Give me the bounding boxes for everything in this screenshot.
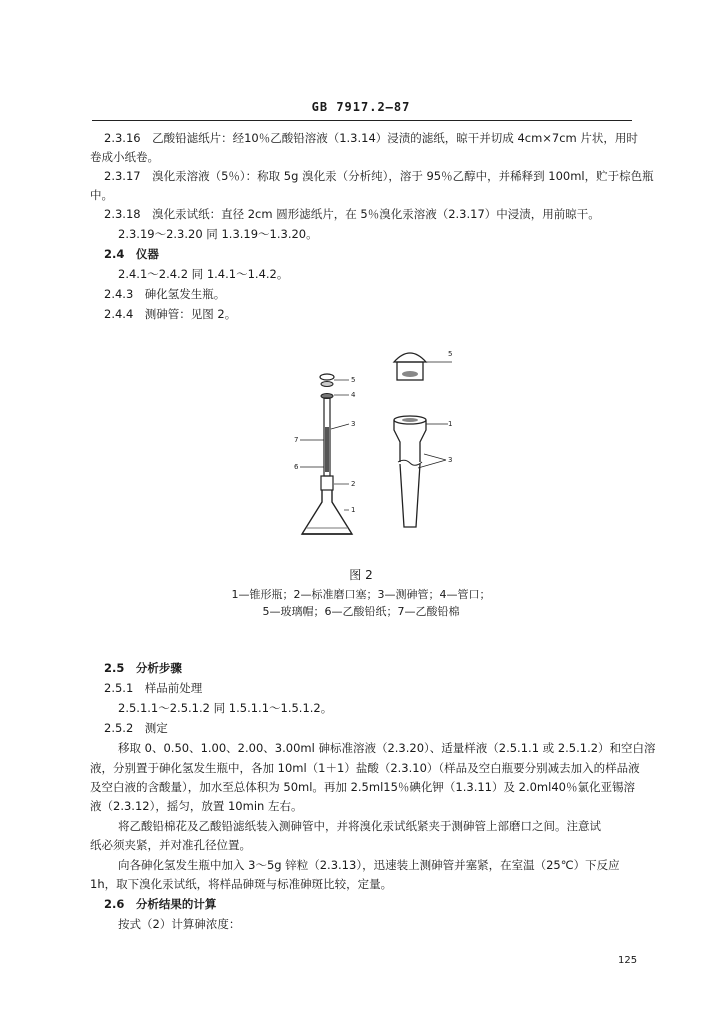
text-line: 2.3.18 溴化汞试纸：直径 2cm 圆形滤纸片，在 5％溴化汞溶液（2.3.17）中浸渍，用前晾干。 <box>104 207 600 221</box>
text-line: 2.5.1 样品前处理 <box>104 681 203 695</box>
tube-detail-figure <box>380 342 480 547</box>
figure-caption: 图 2 <box>349 568 373 582</box>
figure-label: 4 <box>351 391 356 399</box>
page-header: GB 7917.2—87 <box>311 100 411 114</box>
text-line: 及空白液的含酸量），加水至总体积为 50ml。再加 2.5ml15％碘化钾（1.3.11）及 2.0ml40％氯化亚锡溶 <box>90 780 635 794</box>
section-heading: 2.6 分析结果的计算 <box>104 897 217 911</box>
text-line: 向各砷化氢发生瓶中加入 3～5g 锌粒（2.3.13），迅速装上测砷管并塞紧，在室温（25℃）下反应 <box>118 858 620 872</box>
figure-label: 5 <box>351 376 356 384</box>
text-line: 2.3.16 乙酸铅滤纸片：经10％乙酸铅溶液（1.3.14）浸渍的滤纸，晾干并切成 4cm×7cm 片状，用时 <box>104 131 638 145</box>
page-number: 125 <box>618 955 638 966</box>
text-line: 液，分别置于砷化氢发生瓶中，各加 10ml（1＋1）盐酸（2.3.10）（样品及空白瓶要分别减去加入的样品液 <box>90 761 640 775</box>
figure-legend: 1—锥形瓶；2—标准磨口塞；3—测砷管；4—管口； <box>231 588 491 601</box>
text-line: 2.4.3 砷化氢发生瓶。 <box>104 287 226 301</box>
section-heading: 2.4 仪器 <box>104 247 159 261</box>
figure-legend: 5—玻璃帽；6—乙酸铅纸；7—乙酸铅棉 <box>262 605 460 618</box>
text-line: 纸必须夹紧，并对准孔径位置。 <box>90 838 251 852</box>
figure-label: 5 <box>448 350 453 358</box>
text-line: 2.3.17 溴化汞溶液（5％）：称取 5g 溴化汞（分析纯），溶于 95％乙醇中，并稀释到 100ml，贮于棕色瓶 <box>104 169 654 183</box>
figure-label: 7 <box>294 436 299 444</box>
figure-label: 1 <box>448 420 453 428</box>
figure-label: 3 <box>351 420 356 428</box>
figure-label: 1 <box>351 506 356 514</box>
section-heading: 2.5 分析步骤 <box>104 661 182 675</box>
text-line: 卷成小纸卷。 <box>90 150 159 164</box>
text-line: 2.3.19～2.3.20 同 1.3.19～1.3.20。 <box>118 227 318 241</box>
figure-label: 6 <box>294 463 299 471</box>
text-line: 2.4.1～2.4.2 同 1.4.1～1.4.2。 <box>118 267 289 281</box>
text-line: 移取 0、0.50、1.00、2.00、3.00ml 砷标准溶液（2.3.20）、适量样液（2.5.1.1 或 2.5.1.2）和空白溶 <box>118 741 656 755</box>
text-line: 将乙酸铅棉花及乙酸铅滤纸装入测砷管中，并将溴化汞试纸紧夹于测砷管上部磨口之间。注意试 <box>118 819 601 833</box>
text-line: 液（2.3.12），摇匀，放置 10min 左右。 <box>90 799 303 813</box>
text-line: 中。 <box>90 188 113 202</box>
header-rule <box>92 120 632 121</box>
text-line: 按式（2）计算砷浓度： <box>118 917 241 931</box>
text-line: 2.4.4 测砷管：见图 2。 <box>104 307 237 321</box>
figure-label: 3 <box>448 456 453 464</box>
figure-label: 2 <box>351 480 356 488</box>
text-line: 2.5.1.1～2.5.1.2 同 1.5.1.1～1.5.1.2。 <box>118 701 333 715</box>
text-line: 1h，取下溴化汞试纸，将样品砷斑与标准砷斑比较，定量。 <box>90 877 393 891</box>
text-line: 2.5.2 测定 <box>104 721 168 735</box>
